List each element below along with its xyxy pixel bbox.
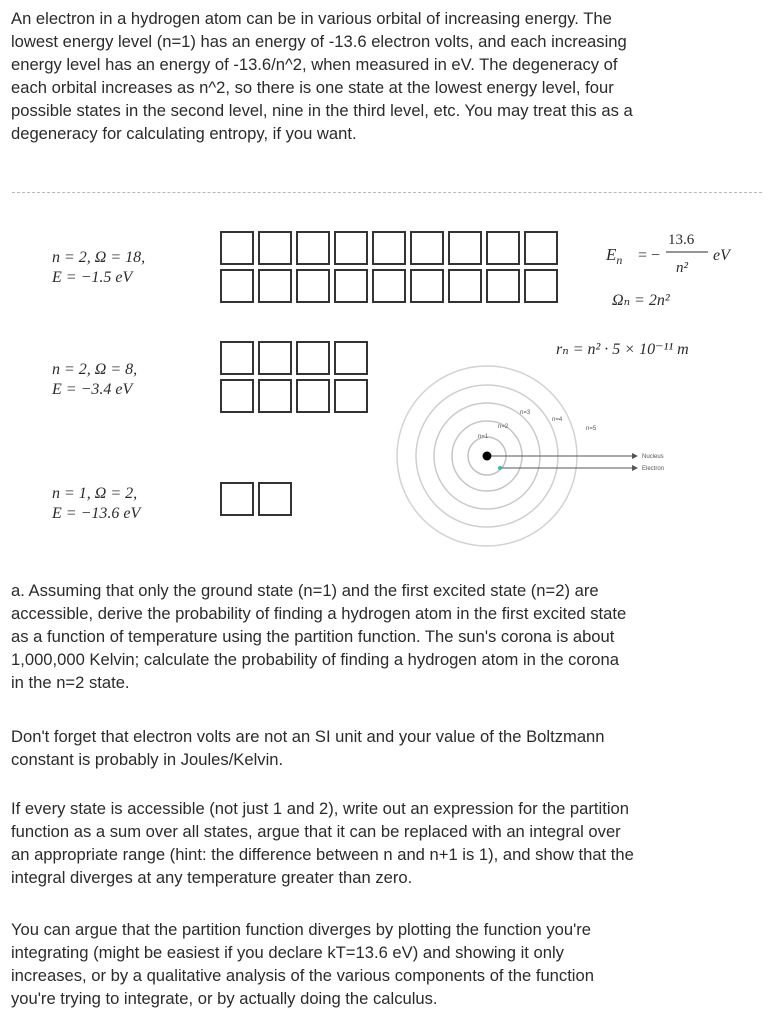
intro-line: An electron in a hydrogen atom can be in various orbital of increasing energy. The <box>11 9 612 28</box>
energy-formula-subscript: n <box>616 253 623 267</box>
state-box <box>525 232 557 264</box>
state-box <box>259 342 291 374</box>
state-box <box>259 232 291 264</box>
state-box <box>297 342 329 374</box>
divergence-hint-line: integrating (might be easiest if you declare kT=13.6 eV) and showing it only <box>11 943 564 962</box>
state-box <box>335 342 367 374</box>
level-3-energy-label: E = −1.5 eV <box>52 269 133 286</box>
shell-label: n=2 <box>498 424 509 430</box>
energy-formula-numerator: 13.6 <box>668 232 695 248</box>
partition-sum-line: If every state is accessible (not just 1 and 2), write out an expression for the partition <box>11 799 629 818</box>
divergence-hint-line: You can argue that the partition function diverges by plotting the function you're <box>11 920 592 939</box>
bohr-atom-diagram <box>397 366 664 546</box>
state-box <box>373 232 405 264</box>
state-boxes <box>221 232 557 515</box>
intro-line: energy level has an energy of -13.6/n^2, when measured in eV. The degeneracy of <box>11 55 618 74</box>
partition-sum-line: an appropriate range (hint: the difference between n and n+1 is 1), and show that the <box>11 845 634 864</box>
section-divider <box>12 192 762 193</box>
state-box <box>487 270 519 302</box>
energy-formula-lhs: E <box>606 245 617 264</box>
shell-label: n=3 <box>520 410 531 416</box>
intro-line: degeneracy for calculating entropy, if you want. <box>11 124 357 143</box>
energy-formula-unit: eV <box>713 247 730 264</box>
partition-sum-line: function as a sum over all states, argue that it can be replaced with an integral over <box>11 822 621 841</box>
question-a-line: accessible, derive the probability of finding a hydrogen atom in the first excited state <box>11 604 627 623</box>
divergence-hint-line: increases, or by a qualitative analysis of the various components of the function <box>11 966 594 985</box>
level-1-state-label: n = 1, Ω = 2, <box>52 485 138 502</box>
energy-formula-denominator: n² <box>676 260 688 276</box>
divergence-hint-paragraph <box>11 918 766 1010</box>
question-a-line: as a function of temperature using the partition function. The sun's corona is about <box>11 627 615 646</box>
units-note-line: Don't forget that electron volts are not an SI unit and your value of the Boltzmann <box>11 727 605 746</box>
state-box <box>449 232 481 264</box>
state-box <box>259 483 291 515</box>
state-box <box>335 380 367 412</box>
state-box <box>221 380 253 412</box>
state-box <box>297 380 329 412</box>
energy-formula-equals: = − <box>638 247 661 264</box>
state-box <box>221 342 253 374</box>
shell-label: n=4 <box>552 417 563 423</box>
electron-dot <box>498 466 502 470</box>
energy-formula <box>605 232 732 276</box>
state-box <box>525 270 557 302</box>
nucleus-label: Nucleus <box>642 454 664 460</box>
state-box <box>221 270 253 302</box>
state-box <box>487 232 519 264</box>
question-a-paragraph <box>11 579 766 694</box>
state-box <box>411 232 443 264</box>
question-a-line: a. Assuming that only the ground state (n=1) and the first excited state (n=2) are <box>11 581 599 600</box>
shell-label: n=5 <box>586 426 597 432</box>
level-1-energy-label: E = −13.6 eV <box>52 505 141 522</box>
units-note-paragraph <box>11 725 766 771</box>
electron-label: Electron <box>642 466 665 472</box>
state-box <box>297 232 329 264</box>
intro-line: each orbital increases as n^2, so there is one state at the lowest energy level, four <box>11 78 614 97</box>
state-box <box>221 232 253 264</box>
state-box <box>335 232 367 264</box>
intro-line: lowest energy level (n=1) has an energy of -13.6 electron volts, and each increasing <box>11 32 627 51</box>
divergence-hint-line: you're trying to integrate, or by actually doing the calculus. <box>11 989 438 1008</box>
arrow-head-icon <box>632 465 638 471</box>
state-box <box>373 270 405 302</box>
state-box <box>449 270 481 302</box>
radius-formula: rₙ = n² · 5 × 10⁻¹¹ m <box>556 341 689 358</box>
state-box <box>297 270 329 302</box>
state-box <box>259 380 291 412</box>
nucleus-dot <box>483 452 492 461</box>
partition-sum-paragraph <box>11 797 766 889</box>
energy-level-diagram <box>0 200 773 570</box>
level-2-state-label: n = 2, Ω = 8, <box>52 361 138 378</box>
state-box <box>411 270 443 302</box>
units-note-line: constant is probably in Joules/Kelvin. <box>11 750 284 769</box>
arrow-head-icon <box>632 453 638 459</box>
intro-paragraph <box>11 7 766 145</box>
partition-sum-line: integral diverges at any temperature greater than zero. <box>11 868 413 887</box>
question-a-line: 1,000,000 Kelvin; calculate the probability of finding a hydrogen atom in the corona <box>11 650 619 669</box>
state-box <box>221 483 253 515</box>
svg-text:En <box>605 245 622 267</box>
question-a-line: in the n=2 state. <box>11 673 130 692</box>
shell-label: n=1 <box>478 434 489 440</box>
degeneracy-formula: Ωₙ = 2n² <box>612 292 670 309</box>
state-box <box>335 270 367 302</box>
intro-line: possible states in the second level, nine in the third level, etc. You may treat this as a <box>11 101 633 120</box>
state-box <box>259 270 291 302</box>
level-3-state-label: n = 2, Ω = 18, <box>52 249 146 266</box>
level-2-energy-label: E = −3.4 eV <box>52 381 133 398</box>
